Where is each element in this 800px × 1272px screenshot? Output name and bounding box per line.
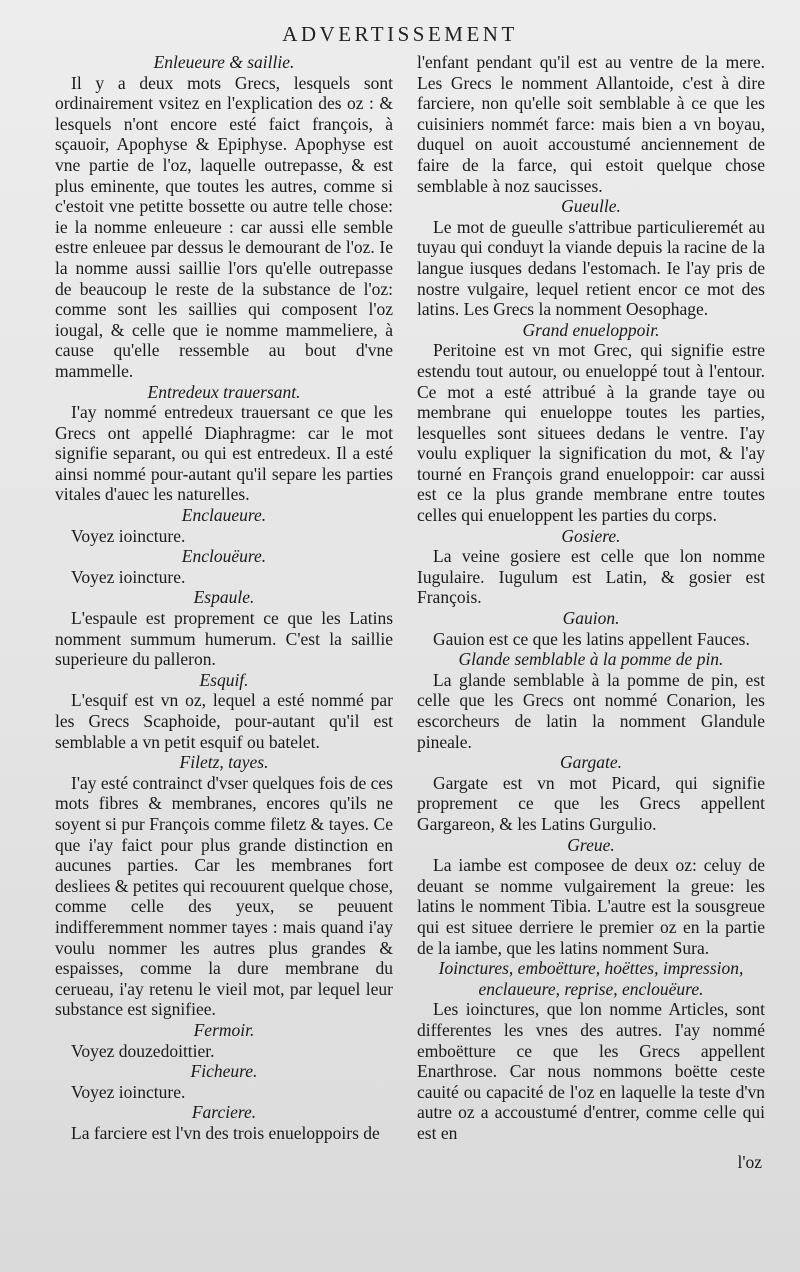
entry-paragraph: La farciere est l'vn des trois enueloppoirs de [71,1122,380,1143]
entry-paragraph: Le mot de gueulle s'attribue particulieremét au tuyau qui conduyt la viande depuis la racine de la langue iusques dedans l'estomach. Ie l'ay pris de nostre vulgaire, lequel retient encor ce mot des latins. Les Grecs la nomment Oesophage. [417,216,765,320]
entry-paragraph: La veine gosiere est celle que lon nomme Iugulaire. Iugulum est Latin, & gosier est François. [417,546,765,608]
entry-paragraph: La glande semblable à la pomme de pin, est celle que les Grecs ont nommé Conarion, les escorcheurs de latin la nomment Glandule pineale. [417,669,765,752]
entry-heading: Enclaueure. [181,505,267,526]
entry-paragraph: L'espaule est proprement ce que les Latins nomment summum humerum. C'est la saillie superieure du palleron. [55,608,393,670]
entry-heading: Gargate. [559,752,623,773]
right-column [417,52,765,1143]
entry-heading: Farciere. [191,1102,257,1123]
running-head: ADVERTISSEMENT [282,22,518,46]
entry-paragraph: Il y a deux mots Grecs, lesquels sont ordinairement vsitez en l'explication des oz : & lesquels n'ont encore esté faict françois, à sçauoir, Apophyse & Epiphyse. Apophyse est vne partie de l'oz, laquelle outrepasse, & est plus eminente, que toutes les autres, comme si c'estoit vne petitte bossette ou autre telle chose: ie la nomme enleueure : car aussi elle semble estre enleuee par dessus le demourant de l'oz. Ie la nomme aussi saillie l'ors qu'elle outrepasse de beaucoup le reste de la substance de l'oz: comme sont les saillies qui composent l'oz iougal, & celle que ie nomme mammeliere, à cause qu'elle ressemble au bout d'vne mammelle. [55,72,393,381]
entry-heading: Greue. [567,834,615,855]
entry-paragraph: l'enfant pendant qu'il est au ventre de la mere. Les Grecs le nomment Allantoide, c'est à dire farciere, non qu'elle soit semblable à ce que les cuisiniers nommét farce: mais bien a vn boyau, duquel on auoit accoustumé anciennement de faire de la farce, qui estoit quelque chose semblable à noz saucisses. [417,52,765,196]
entry-paragraph: Peritoine est vn mot Grec, qui signifie estre estendu tout autour, ou enueloppé tout à l'entour. Ce mot a esté attribué à la grande taye ou membrane qui enueloppe toutes les parties, lesquelles sont situees dedans le ventre. I'ay voulu expliquer la signification du mot, & l'ay tourné en François grand enueloppoir: car aussi est ce la plus grande membrane entre toutes celles qui enueloppent les parties du corps. [417,340,765,526]
left-column [55,52,393,1143]
entry-heading: Esquif. [199,669,249,690]
entry-heading: Gauion. [562,608,620,629]
entry-paragraph: Gargate est vn mot Picard, qui signifie proprement ce que les Grecs appellent Gargareon, & les Latins Gurgulio. [417,772,765,834]
entry-heading: Gueulle. [561,196,621,217]
entry-paragraph: La iambe est composee de deux oz: celuy de deuant se nomme vulgairement la greue: les latins le nomment Tibia. L'autre est la sousgreue qui est situee derriere le premier oz en la partie de la iambe, que les latins nomment Sura. [417,855,765,958]
entry-paragraph: L'esquif est vn oz, lequel a esté nommé par les Grecs Scaphoide, pour-autant qu'il est semblable a vn petit esquif ou batelet. [55,690,393,752]
entry-heading: Ioinctures, emboëtture, hoëttes, impression, enclaueure, reprise, enclouëure. [438,958,744,999]
entry-paragraph: Gauion est ce que les latins appellent Fauces. [433,628,750,649]
entry-heading: Glande semblable à la pomme de pin. [458,649,724,670]
entry-heading: Grand enueloppoir. [522,319,660,340]
entry-heading: Enleueure & saillie. [153,52,295,72]
entry-paragraph: I'ay esté contrainct d'vser quelques fois de ces mots fibres & membranes, encores qu'ils ne soyent si pur François comme filetz & tayes. Ce que i'ay faict pour plus grande distinction en aucunes parties. Car les membranes fort desliees & petites qui recouurent quelque chose, comme celle des yeux, se peuuent indifferemment nommer tayes : mais quand i'ay voulu nommer les autres plus grandes & espaisses, comme la dure membrane du cerueau, i'ay retenu le vieil mot, par lequel leur substance est signifiee. [55,772,393,1020]
entry-paragraph: Voyez ioincture. [71,566,186,587]
entry-paragraph: Voyez ioincture. [71,525,186,546]
entry-heading: Filetz, tayes. [179,752,269,773]
entry-heading: Ficheure. [190,1061,258,1082]
catchword: l'oz [737,1152,762,1172]
entry-paragraph: Voyez ioincture. [71,1081,186,1102]
entry-heading: Enclouëure. [181,546,267,567]
entry-heading: Gosiere. [561,525,621,546]
entry-paragraph: Voyez douzedoittier. [71,1040,215,1061]
entry-paragraph: Les ioinctures, que lon nomme Articles, sont differentes les vnes des autres. I'ay nommé emboëtture ce que les Grecs appellent Enarthrose. Car nous nommons boëtte ceste cauité ou capacité de l'oz en laquelle la teste d'vn autre oz a accoustumé d'entrer, comme celle qui est en [417,999,765,1143]
entry-heading: Espaule. [193,587,255,608]
entry-paragraph: I'ay nommé entredeux trauersant ce que les Grecs ont appellé Diaphragme: car le mot signifie separant, ou qui est entredeux. Il a esté ainsi nommé pour-autant qu'il separe les parties vitales d'auec les naturelles. [55,402,393,505]
entry-heading: Entredeux trauersant. [147,381,301,402]
entry-heading: Fermoir. [193,1019,255,1040]
